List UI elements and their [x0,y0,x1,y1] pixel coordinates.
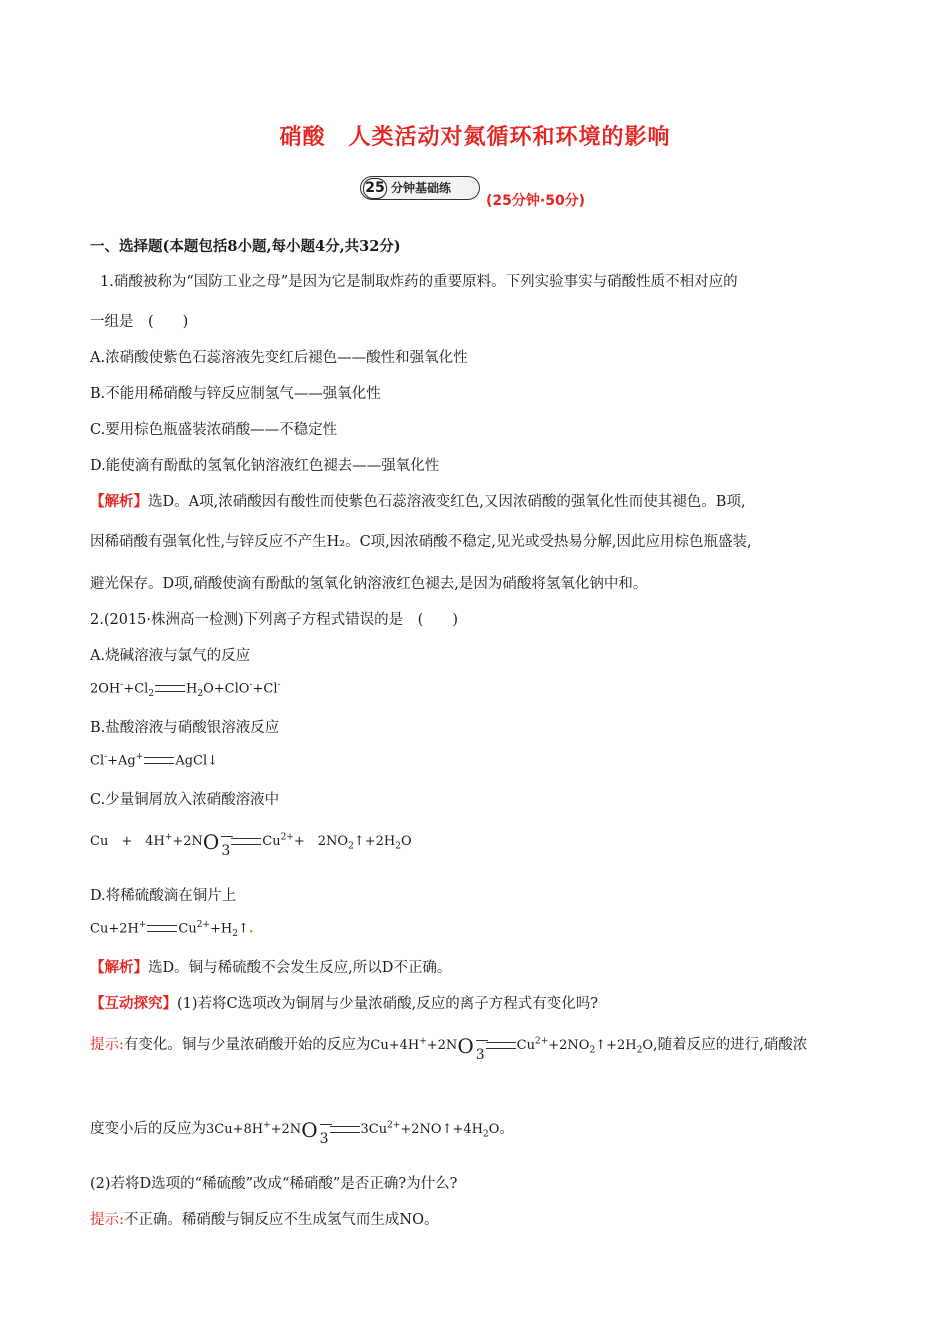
hint-tag: 提示: [90,1037,124,1053]
q2-stem: 2.(2015·株洲高一检测)下列离子方程式错误的是 ( ) [90,612,458,628]
q1-option-b: B.不能用稀硝酸与锌反应制氢气——强氧化性 [90,386,381,402]
explore-hint-line3 [90,1208,438,1229]
hint-text: 不正确。稀硝酸与铜反应不生成氢气而生成NO。 [123,1212,439,1228]
q1-stem-line2: 一组是 ( ) [90,314,189,330]
explore-text: (1)若将C选项改为铜屑与少量浓硝酸,反应的离子方程式有变化吗? [177,996,599,1012]
explanation-text: 选D。A项,浓硝酸因有酸性而使紫色石蕊溶液变红色,又因浓硝酸的强氧化性而使其褪色。B项, [148,494,746,510]
q1-option-d: D.能使滴有酚酞的氢氧化钠溶液红色褪去——强氧化性 [90,458,440,474]
explore-hint-line2: 度变小后的反应为3Cu+8H++2NO $33Cu^{2+}+2NO↑+4H_2O$。 [90,1118,514,1147]
q1-option-a: A.浓硝酸使紫色石蕊溶液先变红后褪色——酸性和强氧化性 [90,350,468,366]
badge-pill [360,176,480,200]
badge-number: 25 [363,178,387,199]
explore-hint-line1: 提示:有变化。铜与少量浓硝酸开始的反应为Cu+4H++2NO $3Cu^{2+}+2NO_2↑+2H_2O$,随着反应的进行,硝酸浓 [90,1034,808,1063]
q2-option-a: A.烧碱溶液与氯气的反应 [90,648,251,664]
hint-text-cont: ,随着反应的进行,硝酸浓 [653,1037,808,1053]
q2-explanation [90,956,451,977]
q2-option-d: D.将稀硫酸滴在铜片上 [90,888,237,904]
explore-question-1 [90,992,598,1013]
explore-question-2: (2)若将D选项的“稀硫酸”改成“稀硝酸”是否正确?为什么? [90,1176,458,1192]
hint-text: 度变小后的反应为 [90,1121,206,1137]
explore-tag: 【互动探究】 [90,995,177,1012]
q2-equation-a: $2OH^-+Cl_2$ $H_2O+ClO^-+Cl^-$ [90,680,281,699]
explanation-tag: 【解析】 [90,493,148,510]
q2-equation-b: Cl-+Ag+ AgCl↓ [90,752,219,769]
explanation-text: 选D。铜与稀硫酸不会发生反应,所以D不正确。 [148,960,452,976]
q2-option-c: C.少量铜屑放入浓硝酸溶液中 [90,792,280,808]
hint-text-end: 。 [499,1121,514,1137]
q1-explanation-line1 [90,490,746,511]
q1-stem-line1: 1.硝酸被称为“国防工业之母”是因为它是制取炸药的重要原料。下列实验事实与硝酸性质不相对应的 [100,274,738,290]
badge-time: (25分钟·50分) [486,193,586,209]
q2-equation-c: Cu + 4H++2NO $3Cu^{2+}+$ $2NO_2↑+2H_2O$ [90,830,412,859]
q2-equation-d: Cu+2H+ $Cu^{2+}+H_2↑$. [90,920,254,939]
explanation-tag: 【解析】 [90,959,148,976]
hint-tag: 提示: [90,1212,124,1228]
page-title: 硝酸 人类活动对氮循环和环境的影响 [279,125,671,150]
q1-explanation-line2: 因稀硝酸有强氧化性,与锌反应不产生H₂。C项,因浓硝酸不稳定,见光或受热易分解,因此应用棕色瓶盛装, [90,534,752,550]
q2-option-b: B.盐酸溶液与硝酸银溶液反应 [90,720,280,736]
q1-explanation-line3: 避光保存。D项,硝酸使滴有酚酞的氢氧化钠溶液红色褪去,是因为硝酸将氢氧化钠中和。 [90,576,648,592]
badge-label: 分钟基础练 [391,181,452,195]
q1-option-c: C.要用棕色瓶盛装浓硝酸——不稳定性 [90,422,338,438]
hint-text: 有变化。铜与少量浓硝酸开始的反应为 [123,1037,371,1053]
section-heading: 一、选择题(本题包括8小题,每小题4分,共32分) [90,238,401,255]
